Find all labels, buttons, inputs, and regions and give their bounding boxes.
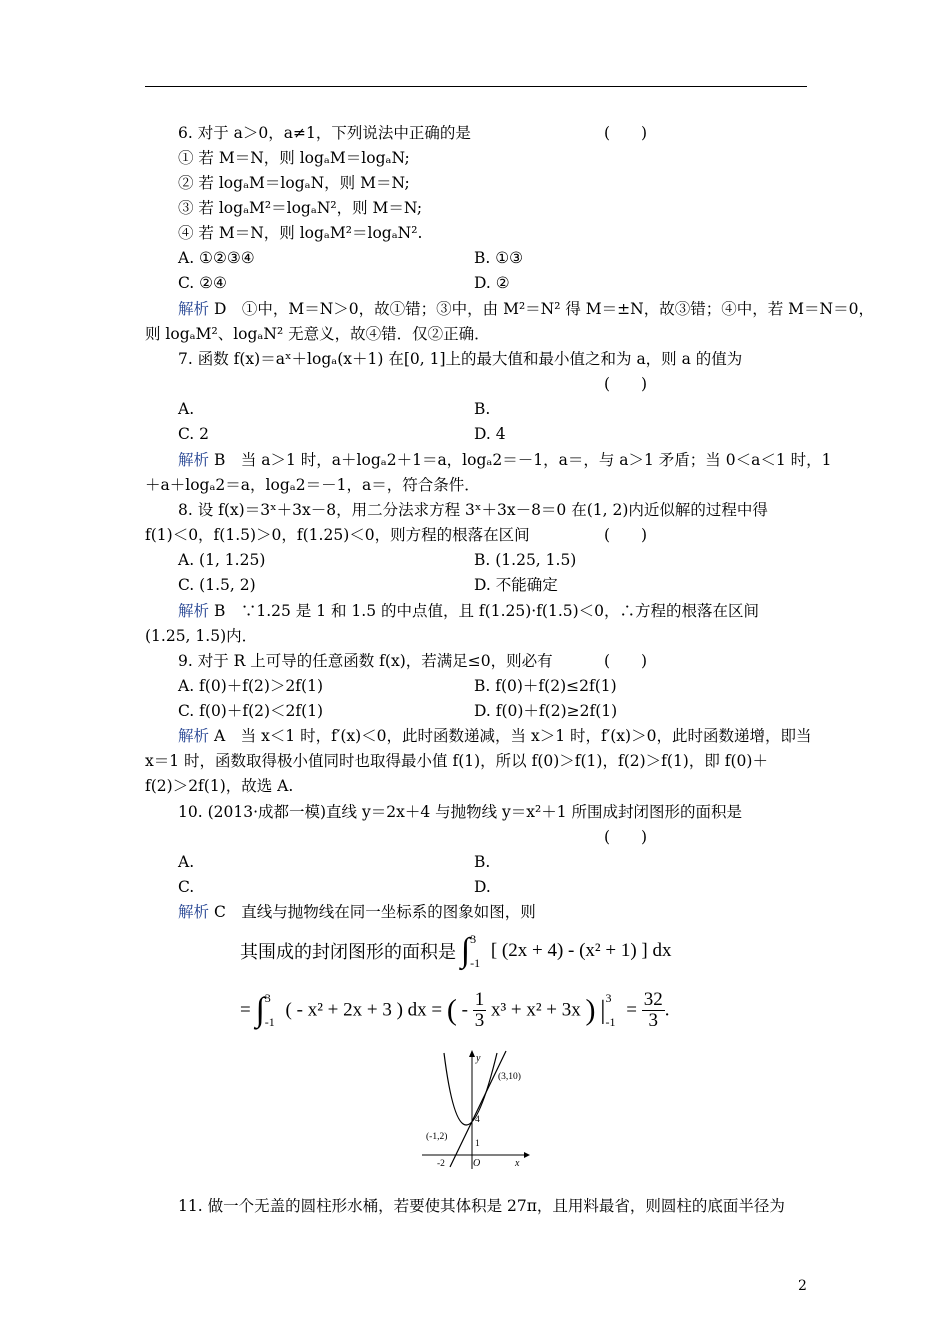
point-3-10-label: (3,10): [498, 1072, 521, 1082]
q9-solution-line-1: [178, 726, 811, 746]
formula-integrand: ( - x² + 2x + 3 ) dx =: [285, 999, 443, 1021]
solution-label: 解析: [178, 300, 210, 318]
q7-option-b: B.: [474, 400, 491, 418]
q9-option-d: D. f(0)＋f(2)≥2f(1): [474, 702, 618, 720]
x-axis-label: x: [515, 1158, 520, 1169]
left-paren: (: [446, 993, 457, 1027]
q7-option-d: D. 4: [474, 425, 506, 443]
q10-option-a: A.: [178, 853, 195, 871]
q8-option-d: D. 不能确定: [474, 576, 558, 594]
parabola-line-graph: [420, 1049, 532, 1171]
fraction-numerator: 1: [474, 989, 485, 1010]
q10-stem: 10. (2013·成都一模)直线 y＝2x＋4 与抛物线 y＝x²＋1 所围成封闭图形的面积是: [178, 803, 743, 821]
antiderivative: x³ + x² + 3x: [490, 999, 581, 1021]
q9-option-c: C. f(0)＋f(2)＜2f(1): [178, 702, 324, 720]
formula-integrand: [ (2x + 4) - (x² + 1) ] dx: [490, 940, 672, 961]
fraction-denominator: 3: [648, 1009, 658, 1031]
fraction-one-third: [473, 990, 487, 1031]
q7-solution-line-2: ＋a＋logₐ2＝a，logₐ2＝－1，a＝，符合条件．: [145, 476, 480, 494]
q7-solution-text-1: B 当 a＞1 时，a＋logₐ2＋1＝a，logₐ2＝－1，a＝，与 a＞1 矛盾；当 0＜a＜1 时，1: [209, 451, 832, 469]
line-y-2x-4: [450, 1051, 506, 1167]
q8-stem-1: 8. 设 f(x)＝3ˣ＋3x－8，用二分法求方程 3ˣ＋3x－8＝0 在(1, 2)内近似解的过程中得: [178, 501, 768, 519]
q10-option-c: C.: [178, 878, 195, 896]
q9-stem: 9. 对于 R 上可导的任意函数 f(x)，若满足≤0，则必有: [178, 652, 553, 670]
q6-answer-blank: ( ): [604, 124, 648, 142]
x-intercept-neg2-label: -2: [437, 1159, 445, 1169]
integral-limits: [470, 932, 480, 970]
eval-upper-limit: 3: [605, 991, 612, 1006]
q8-option-b: B. (1.25, 1.5): [474, 551, 577, 569]
q9-solution-line-2: x＝1 时，函数取得极小值同时也取得最小值 f(1)，所以 f(0)＞f(1)，f(2)＞f(1)，即 f(0)＋: [145, 752, 768, 770]
equals-sign: =: [240, 999, 251, 1021]
period: .: [664, 999, 670, 1021]
q8-solution-text-1: B ∵1.25 是 1 和 1.5 的中点值，且 f(1.25)·f(1.5)＜0，∴方程的根落在区间: [209, 602, 760, 620]
y-intercept-1-label: 1: [475, 1139, 480, 1149]
q7-option-a: A.: [178, 400, 195, 418]
q7-solution-line-1: [178, 450, 831, 470]
formula-prefix-text: 其围成的封闭图形的面积是: [240, 942, 456, 963]
q6-option-d: D. ②: [474, 274, 510, 292]
integral-upper-limit: 3: [264, 991, 271, 1006]
formula-line-1: [240, 932, 672, 970]
q6-solution-text-1: D ①中，M＝N＞0，故①错；③中，由 M²＝N² 得 M＝±N，故③错；④中，若 M＝N＝0，: [209, 300, 874, 318]
y-axis: [469, 1050, 475, 1169]
solution-label: 解析: [178, 727, 210, 745]
q10-solution-line-1: [178, 902, 536, 922]
result-fraction: [642, 990, 665, 1031]
y-axis-label: y: [476, 1053, 481, 1064]
y-intercept-4-label: 4: [475, 1115, 480, 1125]
solution-label: 解析: [178, 451, 210, 469]
q6-solution-line-2: 则 logₐM²、logₐN² 无意义，故④错．仅②正确．: [145, 325, 490, 343]
evaluation-limits: [606, 991, 616, 1029]
origin-label: O: [473, 1158, 481, 1169]
q6-statement-2: ② 若 logₐM＝logₐN，则 M＝N;: [178, 174, 410, 192]
formula-line-2: [240, 990, 669, 1031]
q7-answer-blank: ( ): [604, 375, 648, 393]
q6-statement-1: ① 若 M＝N，则 logₐM＝logₐN;: [178, 149, 410, 167]
solution-label: 解析: [178, 602, 210, 620]
q9-solution-line-3: f(2)＞2f(1)，故选 A.: [145, 777, 294, 795]
integral-lower-limit: -1: [264, 1015, 275, 1030]
integral-sign: ∫: [255, 991, 265, 1029]
q7-stem: 7. 函数 f(x)＝aˣ＋logₐ(x＋1) 在[0, 1]上的最大值和最小值之和为 a，则 a 的值为: [178, 350, 743, 368]
right-paren: ): [585, 993, 596, 1027]
eval-lower-limit: -1: [605, 1015, 616, 1030]
q6-statement-4: ④ 若 M＝N，则 logₐM²＝logₐN².: [178, 224, 423, 242]
q8-option-c: C. (1.5, 2): [178, 576, 256, 594]
page-number: 2: [798, 1278, 807, 1294]
q10-solution-text-1: C 直线与抛物线在同一坐标系的图象如图，则: [209, 903, 536, 921]
q9-option-b: B. f(0)＋f(2)≤2f(1): [474, 677, 617, 695]
q10-option-b: B.: [474, 853, 491, 871]
q6-option-b: B. ①③: [474, 249, 524, 267]
q9-answer-blank: ( ): [604, 652, 648, 670]
integral-lower-limit: -1: [470, 956, 481, 970]
solution-label: 解析: [178, 903, 210, 921]
integral-upper-limit: 3: [470, 932, 477, 946]
q8-solution-line-1: [178, 601, 759, 621]
minus-sign: -: [461, 999, 468, 1021]
q10-answer-blank: ( ): [604, 828, 648, 846]
q6-statement-3: ③ 若 logₐM²＝logₐN²，则 M＝N;: [178, 199, 423, 217]
q7-option-c: C. 2: [178, 425, 210, 443]
q8-solution-line-2: (1.25, 1.5)内．: [145, 627, 258, 645]
fraction-denominator: 3: [474, 1009, 485, 1031]
fraction-numerator: 32: [643, 989, 663, 1010]
q9-solution-text-1: A 当 x＜1 时，f′(x)＜0，此时函数递减，当 x＞1 时，f′(x)＞0，此时函数递增，即当: [209, 727, 812, 745]
q8-answer-blank: ( ): [604, 526, 648, 544]
integral-limits: [265, 991, 275, 1029]
parabola-curve: [444, 1053, 497, 1125]
q11-stem: 11. 做一个无盖的圆柱形水桶，若要使其体积是 27π，且用料最省，则圆柱的底面半径为: [178, 1197, 785, 1215]
q8-stem-2: f(1)＜0，f(1.5)＞0，f(1.25)＜0，则方程的根落在区间: [145, 526, 530, 544]
equals-sign: =: [626, 999, 637, 1021]
q10-option-d: D.: [474, 878, 491, 896]
q6-option-a: A. ①②③④: [178, 249, 255, 267]
q6-solution-line-1: [178, 299, 874, 319]
q9-option-a: A. f(0)＋f(2)＞2f(1): [178, 677, 323, 695]
point-neg1-2-label: (-1,2): [426, 1132, 448, 1142]
evaluation-bar: |: [600, 995, 606, 1025]
header-rule: [145, 86, 807, 87]
q6-option-c: C. ②④: [178, 274, 227, 292]
q8-option-a: A. (1, 1.25): [178, 551, 266, 569]
integral-sign: ∫: [460, 932, 471, 969]
q6-stem: 6. 对于 a＞0，a≠1，下列说法中正确的是: [178, 124, 471, 142]
